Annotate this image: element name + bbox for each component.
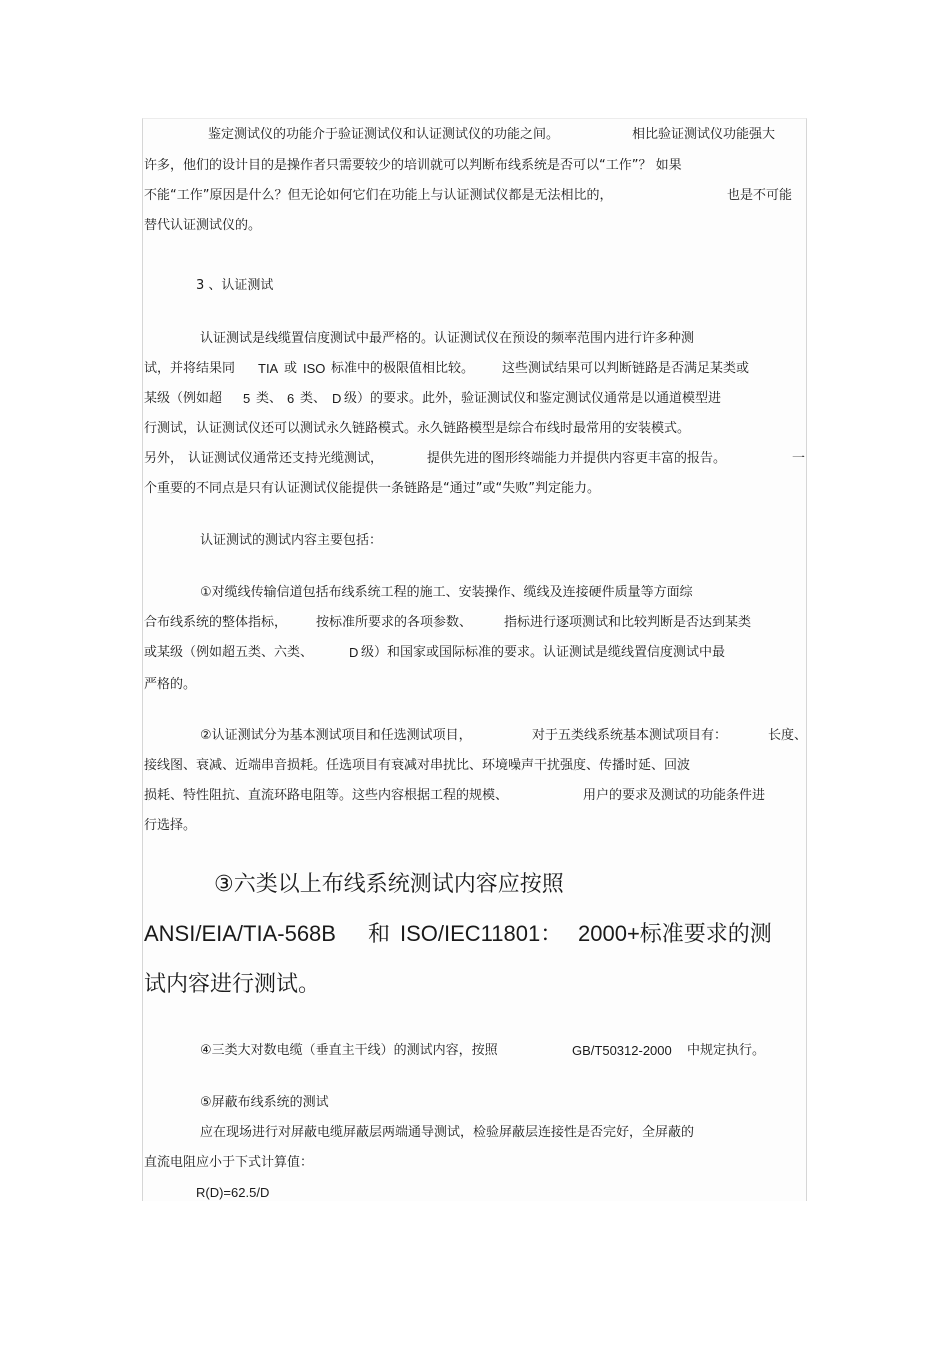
item-3-line-1: ③六类以上布线系统测试内容应按照 xyxy=(214,871,564,896)
item-3-line-3: 试内容进行测试。 xyxy=(144,971,321,996)
item-3-line-2c: ISO/IEC11801： xyxy=(400,921,563,946)
item-1-line-3b: D xyxy=(349,645,359,660)
item-3-line-2a: ANSI/EIA/TIA-568B xyxy=(144,921,336,946)
item-2-line-1a: ②认证测试分为基本测试项目和任选测试项目， xyxy=(200,728,472,743)
paragraph-2-line-3d: 6 xyxy=(287,391,295,406)
item-5-title: ⑤屏蔽布线系统的测试 xyxy=(200,1095,329,1110)
paragraph-1-line-1b: 相比验证测试仪功能强大 xyxy=(632,127,776,142)
paragraph-1-line-4: 替代认证测试仪的。 xyxy=(144,218,262,233)
paragraph-1-line-3b: 也是不可能 xyxy=(727,188,793,203)
item-1-line-2a: 合布线系统的整体指标， xyxy=(144,615,288,630)
item-5-line-1: 应在现场进行对屏蔽电缆屏蔽层两端通导测试，检验屏蔽层连接性是否完好，全屏蔽的 xyxy=(200,1125,695,1140)
paragraph-2-line-2d: ISO xyxy=(303,361,326,376)
paragraph-2-line-5a: 另外， xyxy=(144,451,184,466)
paragraph-1-line-1a: 鉴定测试仪的功能介于验证测试仪和认证测试仪的功能之间。 xyxy=(208,127,560,142)
item-2-line-3b: 用户的要求及测试的功能条件进 xyxy=(583,788,766,803)
item-2-line-1b: 对于五类线系统基本测试项目有： xyxy=(532,728,728,743)
paragraph-3: 认证测试的测试内容主要包括： xyxy=(200,533,383,548)
paragraph-2-line-5b: 认证测试仪通常还支持光缆测试， xyxy=(188,451,384,466)
paragraph-2-line-6: 个重要的不同点是只有认证测试仪能提供一条链路是“通过”或“失败”判定能力。 xyxy=(144,481,600,496)
paragraph-2-line-2c: 或 xyxy=(284,361,298,376)
item-5-formula: R(D)=62.5/D xyxy=(196,1185,270,1200)
item-2-line-4: 行选择。 xyxy=(144,818,197,833)
item-1-line-4: 严格的。 xyxy=(144,677,197,692)
paragraph-1-line-3a: 不能“工作”原因是什么？但无论如何它们在功能上与认证测试仪都是无法相比的， xyxy=(144,188,613,203)
item-4-text-a: ④三类大对数电缆（垂直主干线）的测试内容，按照 xyxy=(200,1043,498,1058)
paragraph-2-line-5d: 一 xyxy=(792,451,806,466)
item-4-text-c: 中规定执行。 xyxy=(687,1043,766,1058)
paragraph-2-line-1: 认证测试是线缆置信度测试中最严格的。认证测试仪在预设的频率范围内进行许多种测 xyxy=(200,331,695,346)
paragraph-2-line-2a: 试，并将结果同 xyxy=(144,361,236,376)
paragraph-2-line-3c: 类、 xyxy=(256,391,283,406)
paragraph-2-line-2f: 这些测试结果可以判断链路是否满足某类或 xyxy=(502,361,750,376)
item-4-standard: GB/T50312-2000 xyxy=(572,1043,672,1058)
item-3-line-2b: 和 xyxy=(368,921,391,946)
paragraph-2-line-2e: 标准中的极限值相比较。 xyxy=(331,361,475,376)
item-2-line-2: 接线图、衰减、近端串音损耗。任选项目有衰减对串扰比、环境噪声干扰强度、传播时延、回波 xyxy=(144,758,691,773)
paragraph-2-line-5c: 提供先进的图形终端能力并提供内容更丰富的报告。 xyxy=(427,451,727,466)
item-1-line-2b: 按标准所要求的各项参数、 xyxy=(316,615,473,630)
item-5-line-2: 直流电阻应小于下式计算值： xyxy=(144,1155,314,1170)
section-heading: 3 、认证测试 xyxy=(196,278,274,293)
paragraph-2-line-4: 行测试，认证测试仪还可以测试永久链路模式。永久链路模型是综合布线时最常用的安装模式。 xyxy=(144,421,691,436)
paragraph-1-line-2: 许多，他们的设计目的是操作者只需要较少的培训就可以判断布线系统是否可以“工作”？ 如果 xyxy=(144,158,682,173)
item-2-line-3a: 损耗、特性阻抗、直流环路电阻等。这些内容根据工程的规模、 xyxy=(144,788,509,803)
paragraph-2-line-3b: 5 xyxy=(243,391,251,406)
item-1-line-3a: 或某级（例如超五类、六类、 xyxy=(144,645,314,660)
item-1-line-1: ①对缆线传输信道包括布线系统工程的施工、安装操作、缆线及连接硬件质量等方面综 xyxy=(200,585,693,600)
paragraph-2-line-3g: 级）的要求。此外，验证测试仪和鉴定测试仪通常是以通道模型进 xyxy=(344,391,722,406)
item-1-line-2c: 指标进行逐项测试和比较判断是否达到某类 xyxy=(504,615,752,630)
paragraph-2-line-3e: 类、 xyxy=(300,391,327,406)
paragraph-2-line-3f: D xyxy=(332,391,342,406)
item-2-line-1c: 长度、 xyxy=(768,728,808,743)
paragraph-2-line-2b: TIA xyxy=(258,361,279,376)
paragraph-2-line-3a: 某级（例如超 xyxy=(144,391,223,406)
item-1-line-3c: 级）和国家或国际标准的要求。认证测试是缆线置信度测试中最 xyxy=(361,645,726,660)
item-3-line-2d: 2000+标准要求的测 xyxy=(578,921,772,946)
